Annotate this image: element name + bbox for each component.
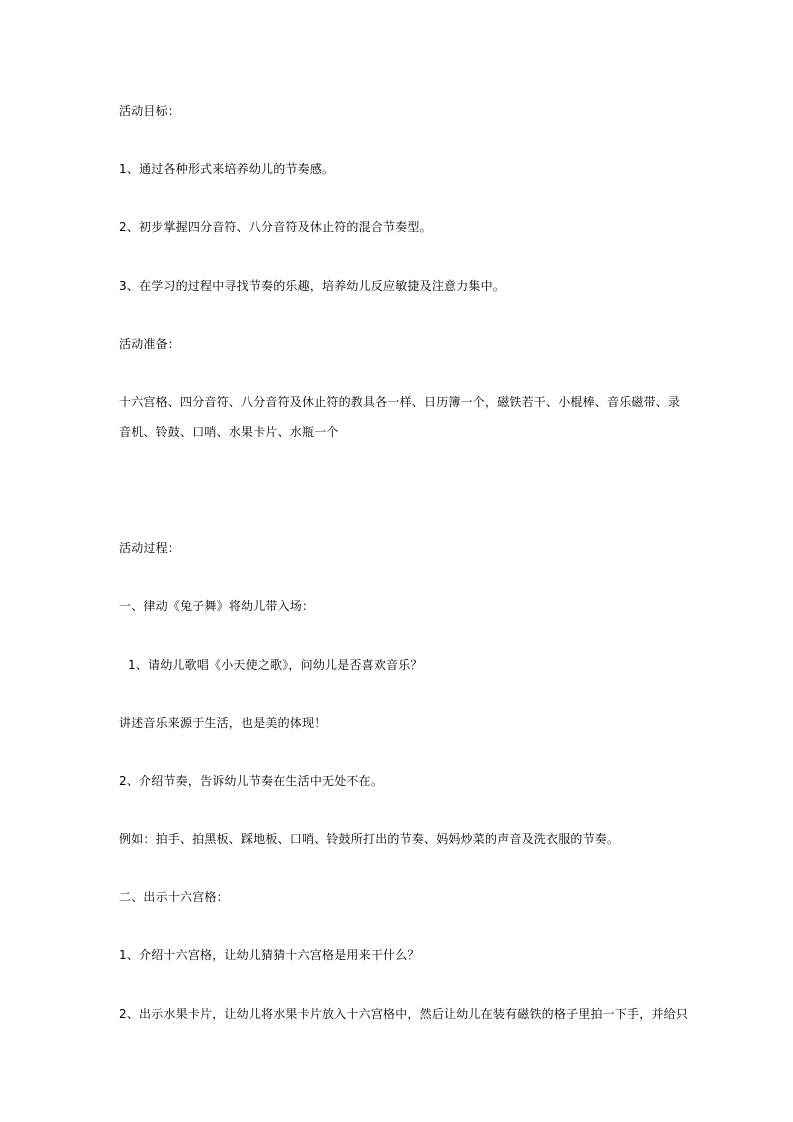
preparation-line-2: 音机、铃鼓、口哨、水果卡片、水瓶一个 [119,425,339,439]
process-step-1-note: 讲述音乐来源于生活，也是美的体现！ [119,716,327,730]
process-step-1-item-2: 2、介绍节奏，告诉幼儿节奏在生活中无处不在。 [119,774,384,788]
process-step-1-item-1: 1、请幼儿歌唱《小天使之歌》，问幼儿是否喜欢音乐？ [128,658,423,672]
goal-item-3: 3、在学习的过程中寻找节奏的乐趣，培养幼儿反应敏捷及注意力集中。 [119,279,506,293]
preparation-line-1: 十六宫格、四分音符、八分音符及休止符的教具各一样、日历簿一个，磁铁若干、小棍棒、音乐磁带、录 [119,395,681,409]
process-step-2-item-2: 2、出示水果卡片，让幼儿将水果卡片放入十六宫格中，然后让幼儿在装有磁铁的格子里拍一下手，并给只 [119,1007,689,1021]
heading-activity-process: 活动过程： [119,541,181,555]
heading-activity-preparation: 活动准备： [119,337,181,351]
heading-activity-goals: 活动目标： [119,104,181,118]
goal-item-2: 2、初步掌握四分音符、八分音符及休止符的混合节奏型。 [119,220,432,234]
process-step-2-item-1: 1、介绍十六宫格，让幼儿猜猜十六宫格是用来干什么？ [119,948,420,962]
process-step-2: 二、出示十六宫格： [119,890,229,904]
process-step-1: 一、律动《兔子舞》将幼儿带入场： [119,599,315,613]
goal-item-1: 1、通过各种形式来培养幼儿的节奏感。 [119,162,335,176]
process-step-1-example: 例如：拍手、拍黑板、踩地板、口哨、铃鼓所打出的节奏、妈妈炒菜的声音及洗衣服的节奏。 [119,832,620,846]
